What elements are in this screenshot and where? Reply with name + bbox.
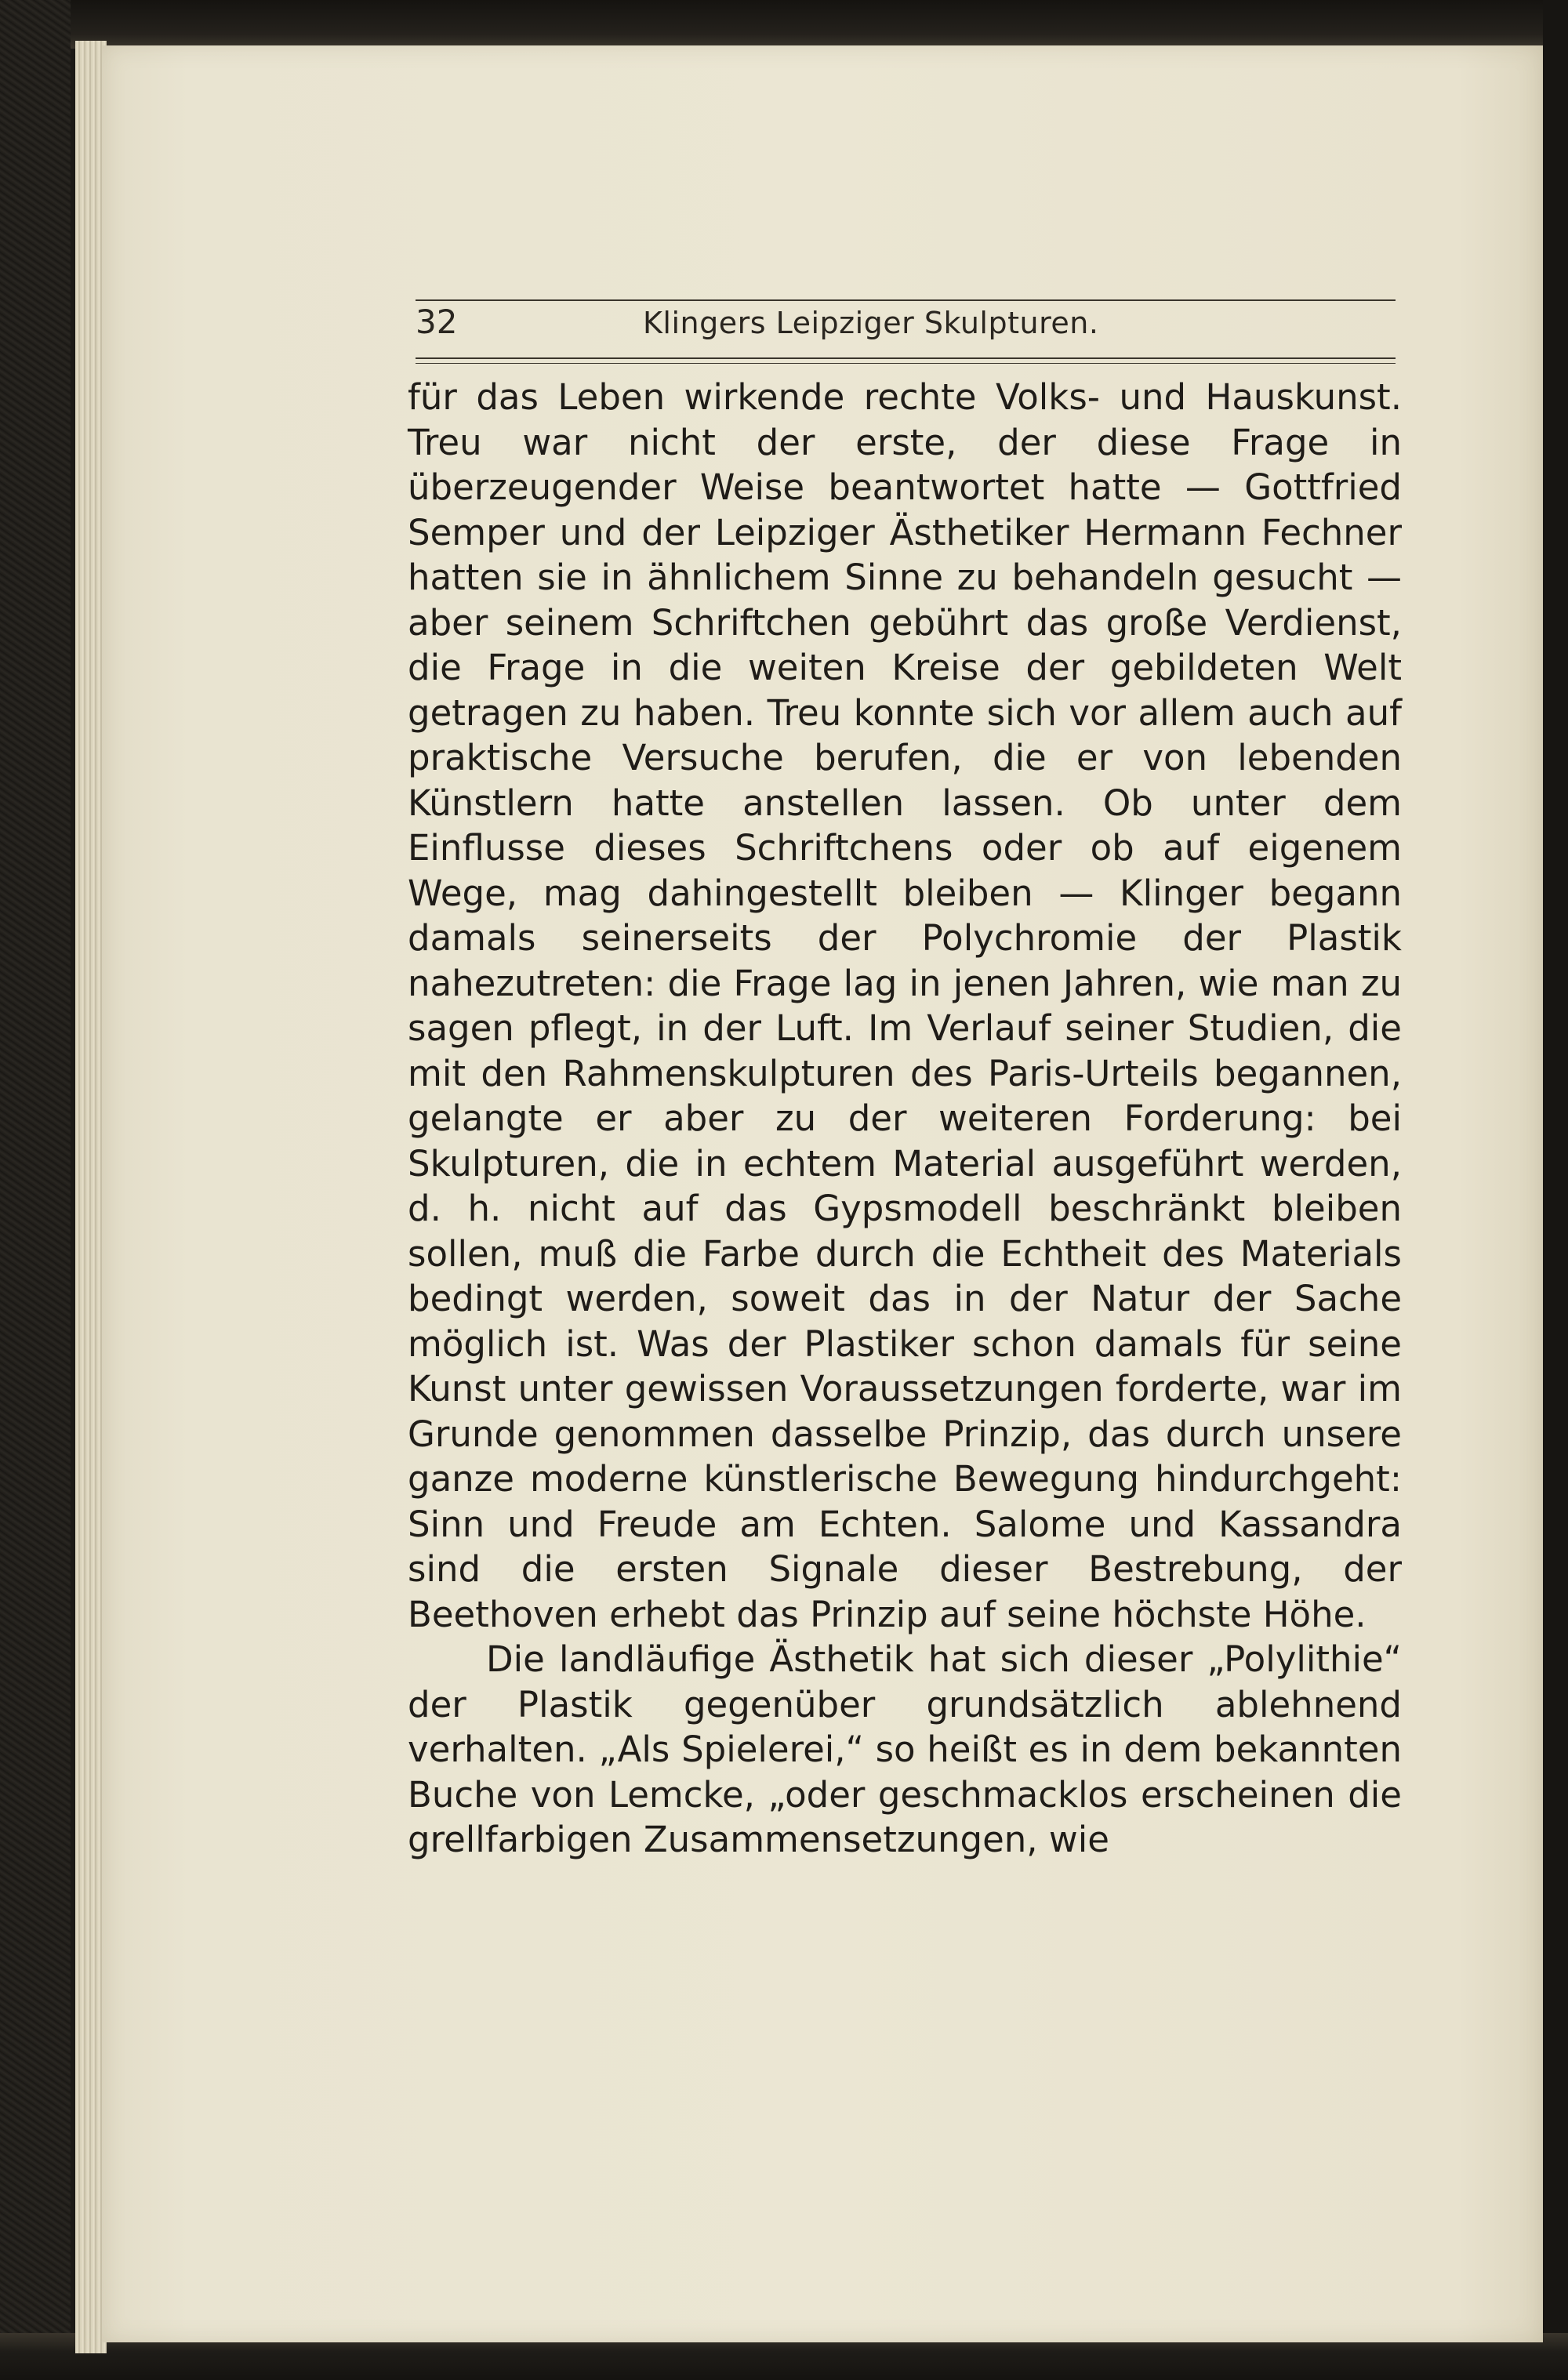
book-cover-top [0, 0, 1568, 49]
book-cover-right [1543, 0, 1568, 2380]
header-rule-bottom [416, 357, 1396, 359]
page-number: 32 [416, 303, 458, 341]
body-text [408, 375, 1402, 1863]
page-header [416, 303, 1396, 365]
header-rule-bottom-thin [416, 363, 1396, 364]
book-cover-left [0, 0, 71, 2380]
paragraph-2: Die landläufige Ästhetik hat sich dieser „Polylithie“ der Plastik gegenüber grundsätzlich ablehnend verhalten. „Als Spielerei,“ so heißt es in dem bekannten Buche von Lemcke, „oder geschmacklos erscheinen die grellfarbigen Zusammensetzungen, wie [408, 1638, 1402, 1860]
header-rule-top [416, 299, 1396, 301]
running-head: Klingers Leipziger Skulpturen. [643, 306, 1099, 340]
paragraph-1: für das Leben wirkende rechte Volks- und Hauskunst. Treu war nicht der erste, der diese Frage in überzeugender Weise beantwortet hatte — Gottfried Semper und der Leipziger Ästhetiker Hermann Fechner hatten sie in ähnlichem Sinne zu behandeln gesucht — aber seinem Schriftchen gebührt das große Verdienst, die Frage in die weiten Kreise der gebildeten Welt getragen zu haben. Treu konnte sich vor allem auch auf praktische Versuche berufen, die er von lebenden Künstlern hatte anstellen lassen. Ob unter dem Einflusse dieses Schriftchens oder ob auf eigenem Wege, mag dahingestellt bleiben — Klinger begann damals seinerseits der Polychromie der Plastik nahezutreten: die Frage lag in jenen Jahren, wie man zu sagen pflegt, in der Luft. Im Verlauf seiner Studien, die mit den Rahmenskulpturen des Paris-Urteils begannen, gelangte er aber zu der weiteren Forderung: bei Skulpturen, die in echtem Material ausgeführt werden, d. h. nicht auf das Gypsmodell beschränkt bleiben sollen, muß die Farbe durch die Echtheit des Materials bedingt werden, soweit das in der Natur der Sache möglich ist. Was der Plastiker schon damals für seine Kunst unter gewissen Voraussetzungen forderte, war im Grunde genommen dasselbe Prinzip, das durch unsere ganze moderne künstlerische Bewegung hindurchgeht: Sinn und Freude am Echten. Salome und Kassandra sind die ersten Signale dieser Bestrebung, der Beethoven erhebt das Prinzip auf seine höchste Höhe. [408, 376, 1402, 1635]
